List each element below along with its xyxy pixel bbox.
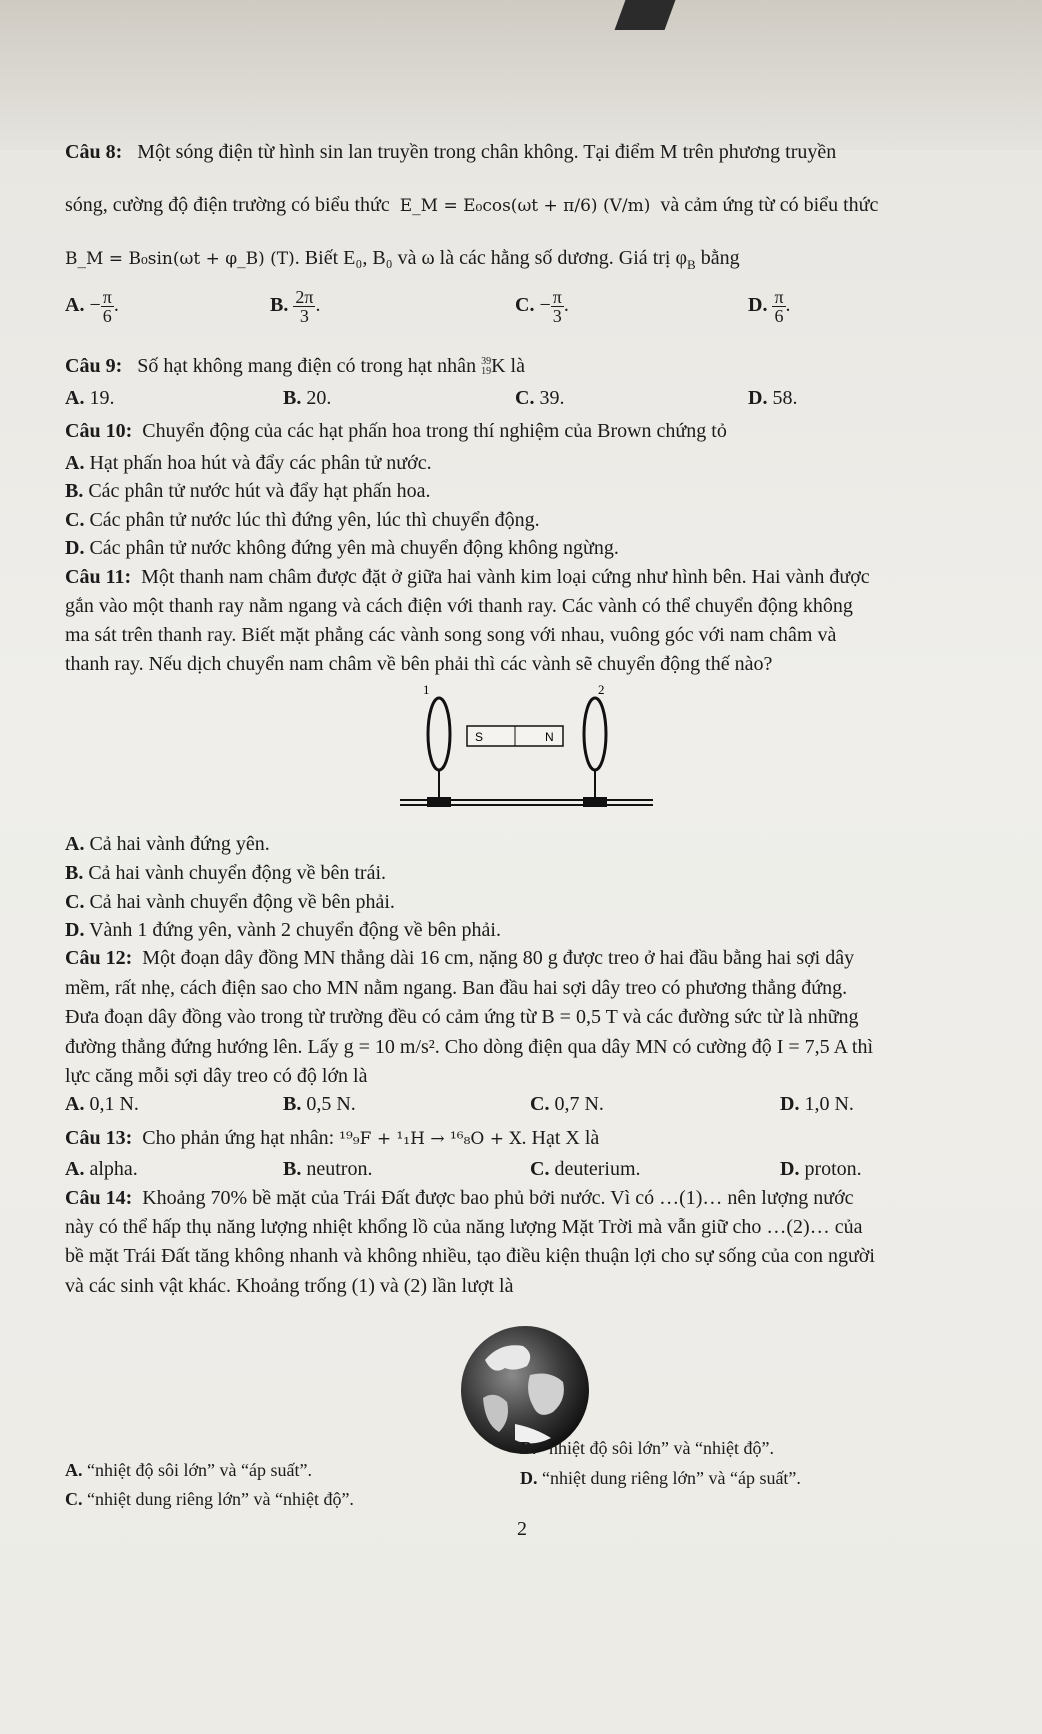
q8-option-b[interactable]: B. $\frac{2\pi}{3}$ . <box>270 287 321 326</box>
q11-line4: thanh ray. Nếu dịch chuyển nam châm về bên phải thì các vành sẽ chuyển động thế nào? <box>65 653 773 675</box>
q8-line1: Câu 8: Một sóng điện từ hình sin lan truyền trong chân không. Tại điểm M trên phương truyền <box>65 141 837 163</box>
q12-option-b[interactable]: B. 0,5 N. <box>283 1093 356 1115</box>
q9-option-b[interactable]: B. 20. <box>283 387 332 409</box>
q13-option-a[interactable]: A. alpha. <box>65 1158 138 1180</box>
ring-2-base <box>583 797 607 807</box>
q11-option-a[interactable]: A. Cả hai vành đứng yên. <box>65 833 270 855</box>
q14-option-a[interactable]: A. “nhiệt độ sôi lớn” và “áp suất”. <box>65 1460 312 1480</box>
q12-option-d[interactable]: D. 1,0 N. <box>780 1093 854 1115</box>
q11-figure <box>395 680 655 810</box>
q13-option-b[interactable]: B. neutron. <box>283 1158 373 1180</box>
q8-option-a[interactable]: A. − $\frac{\pi}{6}$ . <box>65 287 119 326</box>
ring-1-base <box>427 797 451 807</box>
magnet-north: N <box>545 730 554 744</box>
q11-option-c[interactable]: C. Cả hai vành chuyển động về bên phải. <box>65 891 395 913</box>
q10-option-d[interactable]: D. Các phân tử nước không đứng yên mà chuyển động không ngừng. <box>65 537 619 559</box>
magnet-south: S <box>475 730 484 744</box>
q12-option-a[interactable]: A. 0,1 N. <box>65 1093 139 1115</box>
q13-option-c[interactable]: C. deuterium. <box>530 1158 641 1180</box>
q9-option-d[interactable]: D. 58. <box>748 387 798 409</box>
q11-line2: gắn vào một thanh ray nằm ngang và cách điện với thanh ray. Các vành có thể chuyển động không <box>65 595 853 617</box>
q8-option-c[interactable]: C. − $\frac{\pi}{3}$ . <box>515 287 569 326</box>
q14-option-c[interactable]: C. “nhiệt dung riêng lớn” và “nhiệt độ”. <box>65 1489 354 1509</box>
q8-line3: B_M = B₀sin(ωt + φ_B) (T). Biết E₀, B₀ và ω là các hằng số dương. Giá trị $\varphi_B$ bằng <box>65 247 740 272</box>
q11-option-d[interactable]: D. Vành 1 đứng yên, vành 2 chuyển động về bên phải. <box>65 919 501 941</box>
q14-option-b[interactable]: B. “nhiệt độ sôi lớn” và “nhiệt độ”. <box>520 1438 774 1458</box>
q14-line2: này có thể hấp thụ năng lượng nhiệt khổng lồ của năng lượng Mặt Trời mà vẫn giữ cho …(2)… của <box>65 1216 863 1238</box>
q14-line4: và các sinh vật khác. Khoảng trống (1) và (2) lần lượt là <box>65 1275 514 1297</box>
q10-line: Câu 10: Chuyển động của các hạt phấn hoa trong thí nghiệm của Brown chứng tỏ <box>65 420 727 442</box>
q14-line1: Câu 14: Khoảng 70% bề mặt của Trái Đất được bao phủ bởi nước. Vì có …(1)… nên lượng nước <box>65 1187 854 1209</box>
q12-line3: Đưa đoạn dây đồng vào trong từ trường đều có cảm ứng từ B = 0,5 T và các đường sức từ là những <box>65 1006 859 1028</box>
page-number: 2 <box>517 1518 527 1540</box>
q9-option-a[interactable]: A. 19. <box>65 387 115 409</box>
q9-option-c[interactable]: C. 39. <box>515 387 565 409</box>
q8-formula-b: B_M = B₀sin(ωt + φ_B) (T) <box>65 249 295 269</box>
q12-line5: lực căng mỗi sợi dây treo có độ lớn là <box>65 1065 368 1087</box>
q8-line2: sóng, cường độ điện trường có biểu thức E_M = E₀cos(ωt + π/6) (V/m) và cảm ứng từ có biểu thức <box>65 194 879 216</box>
q9-line: Câu 9: Số hạt không mang điện có trong hạt nhân 39 19 K là <box>65 355 525 378</box>
ring-2 <box>584 698 606 770</box>
q12-line1: Câu 12: Một đoạn dây đồng MN thẳng dài 16 cm, nặng 80 g được treo ở hai đầu bằng hai sợi dây <box>65 947 855 969</box>
q11-line1: Câu 11: Một thanh nam châm được đặt ở giữa hai vành kim loại cứng như hình bên. Hai vành được <box>65 566 870 588</box>
q12-line2: mềm, rất nhẹ, cách điện sao cho MN nằm ngang. Ban đầu hai sợi dây treo có phương thẳng đứng. <box>65 977 848 999</box>
q11-line3: ma sát trên thanh ray. Biết mặt phẳng các vành song song với nhau, vuông góc với nam châm và <box>65 624 837 646</box>
q10-option-a[interactable]: A. Hạt phấn hoa hút và đẩy các phân tử nước. <box>65 452 432 474</box>
q14-option-d[interactable]: D. “nhiệt dung riêng lớn” và “áp suất”. <box>520 1468 801 1488</box>
q8-formula-e: E_M = E₀cos(ωt + π/6) (V/m) <box>399 196 651 216</box>
q12-option-c[interactable]: C. 0,7 N. <box>530 1093 604 1115</box>
ring-1 <box>428 698 450 770</box>
q10-option-c[interactable]: C. Các phân tử nước lúc thì đứng yên, lúc thì chuyển động. <box>65 509 540 531</box>
q13-line: Câu 13: Cho phản ứng hạt nhân: ¹⁹₉F + ¹₁H → ¹⁶₈O + X. Hạt X là <box>65 1127 600 1149</box>
q12-line4: đường thẳng đứng hướng lên. Lấy g = 10 m/s². Cho dòng điện qua dây MN có cường độ I = 7,5 A thì <box>65 1036 874 1058</box>
q11-option-b[interactable]: B. Cả hai vành chuyển động về bên trái. <box>65 862 387 884</box>
q10-option-b[interactable]: B. Các phân tử nước hút và đẩy hạt phấn hoa. <box>65 480 431 502</box>
q13-reaction: ¹⁹₉F + ¹₁H → ¹⁶₈O + X <box>339 1129 522 1149</box>
q8-option-d[interactable]: D. $\frac{\pi}{6}$ . <box>748 287 791 326</box>
ring2-label: 2 <box>598 682 605 697</box>
q13-option-d[interactable]: D. proton. <box>780 1158 862 1180</box>
ring1-label: 1 <box>423 682 430 697</box>
q14-line3: bề mặt Trái Đất tăng không nhanh và không nhiều, tạo điều kiện thuận lợi cho sự sống của con người <box>65 1245 875 1267</box>
